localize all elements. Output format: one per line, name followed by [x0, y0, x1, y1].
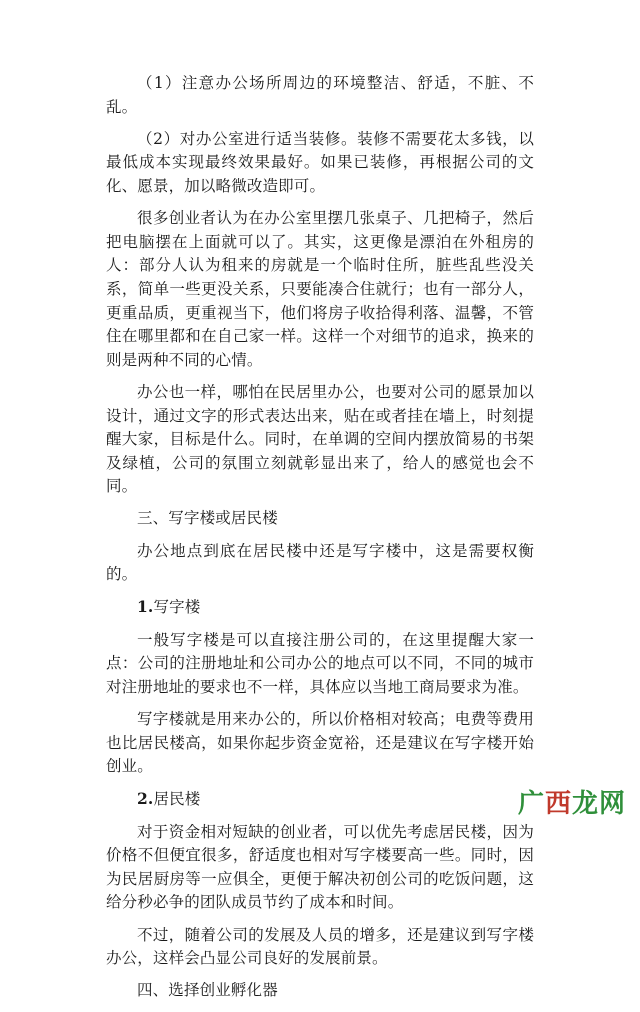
subheading-residential [106, 787, 534, 812]
subheading-number: 1. [137, 597, 154, 617]
paragraph-2: （2）对办公室进行适当装修。装修不需要花太多钱，以最低成本实现最终效果最好。如果已装修，再根据公司的文化、愿景，加以略微改造即可。 [106, 129, 534, 195]
watermark-part-3: 龙网 [571, 789, 626, 819]
paragraph-8: 对于资金相对短缺的创业者，可以优先考虑居民楼，因为价格不但便宜很多，舒适度也相对写字楼要高一些。同时，因为民居厨房等一应俱全，更便于解决初创公司的吃饭问题，这给分秒必争的团队成员节约了成本和时间。 [106, 822, 534, 912]
document-page [106, 72, 534, 1012]
section-heading-4: 四、选择创业孵化器 [137, 981, 278, 1000]
paragraph-9: 不过，随着公司的发展及人员的增多，还是建议到写字楼办公，这样会凸显公司良好的发展前景。 [106, 925, 534, 968]
subheading-text: 居民楼 [153, 790, 201, 809]
paragraph-7: 写字楼就是用来办公的，所以价格相对较高；电费等费用也比居民楼高，如果你起步资金宽裕，还是建议在写字楼开始创业。 [106, 710, 534, 776]
watermark-part-2: 西 [544, 789, 572, 819]
subheading-office-building [106, 595, 534, 620]
paragraph-6: 一般写字楼是可以直接注册公司的，在这里提醒大家一点：公司的注册地址和公司办公的地点可以不同，不同的城市对注册地址的要求也不一样，具体应以当地工商局要求为准。 [106, 630, 534, 696]
site-watermark-logo [518, 783, 626, 820]
paragraph-1: （1）注意办公场所周边的环境整洁、舒适，不脏、不乱。 [106, 74, 534, 116]
paragraph-5: 办公地点到底在居民楼中还是写字楼中，这是需要权衡的。 [106, 541, 534, 584]
subheading-text: 写字楼 [153, 598, 201, 617]
watermark-part-1: 广 [517, 789, 545, 819]
paragraph-4: 办公也一样，哪怕在民居里办公，也要对公司的愿景加以设计，通过文字的形式表达出来，贴在或者挂在墙上，时刻提醒大家，目标是什么。同时，在单调的空间内摆放简易的书架及绿植，公司的氛围立刻就彰显出来了，给人的感觉也会不同。 [106, 382, 534, 496]
subheading-number: 2. [137, 789, 154, 809]
paragraph-3: 很多创业者认为在办公室里摆几张桌子、几把椅子，然后把电脑摆在上面就可以了。其实，这更像是漂泊在外租房的人：部分人认为租来的房就是一个临时住所，脏些乱些没关系，简单一些更没关系，只要能凑合住就行；也有一部分人，更重品质，更重视当下，他们将房子收拾得利落、温馨，不管住在哪里都和在自己家一样。这样一个对细节的追求，换来的则是两种不同的心情。 [106, 209, 534, 369]
section-heading-3: 三、写字楼或居民楼 [137, 509, 278, 528]
